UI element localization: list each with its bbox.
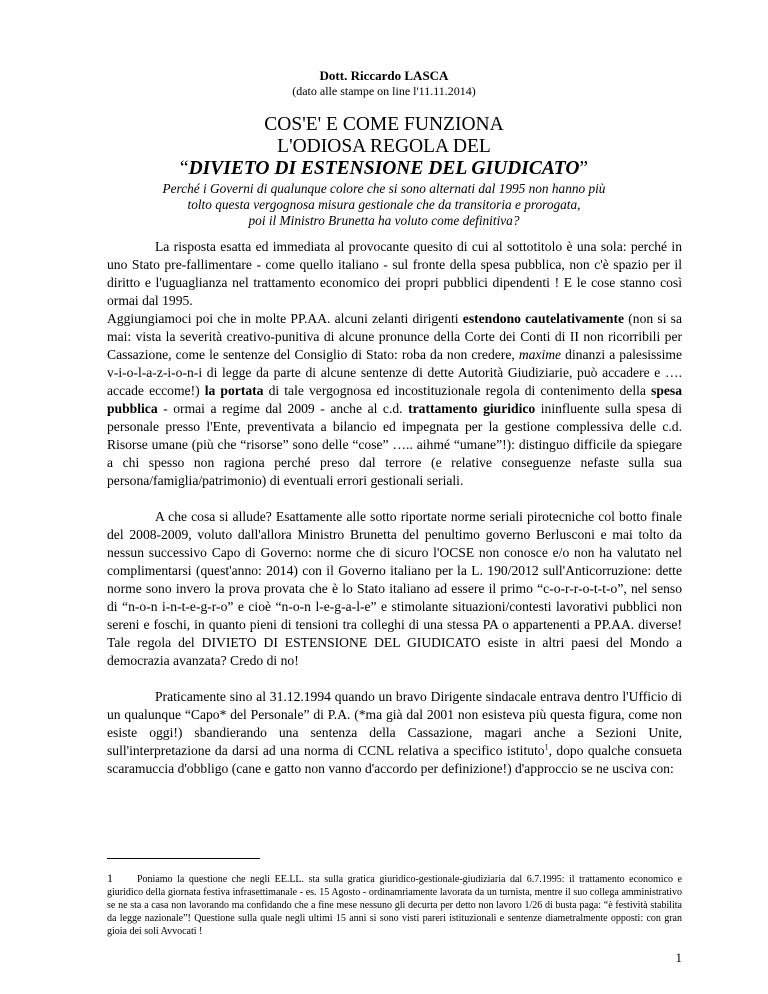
- paragraph-4: [107, 688, 682, 778]
- title-line-1: COS'E' E COME FUNZIONA: [264, 114, 504, 135]
- p2-text-c: (non si sa mai: vista la severità creativo-punitiva di alcune pronunce della Corte dei Conti di II non ricorribili per Cassazione, come le sentenze del Consiglio di Stato: roba da non credere,: [107, 311, 682, 362]
- document-title: [0, 114, 768, 180]
- footnote-text: Poniamo la questione che negli EE.LL. sta sulla gratica giuridico-gestionale-giudiziaria dal 6.7.1995: il trattamento economico e giuridico della giornata festiva infrasettimanale - es. 15 Agosto - ordinamriamente lavorata da un turnista, mentre il suo collega amministrativo se ne sta a casa non lavorando ma confidando che a fine mese nessuno gli decurta per detto non lavoro 1/26 di busta paga: “è festività stabilita da legge nazionale”! Questione sulla quale negli ultimi 15 anni si sono visti pareri istituzionali e sentenze diametralmente opposti: con gran gioia dei soli Avvocati !: [107, 874, 682, 937]
- p2-text-i: - ormai a regime dal 2009 - anche al c.d.: [157, 401, 409, 416]
- paragraph-1: La risposta esatta ed immediata al provocante quesito di cui al sottotitolo è una sola: perché in uno Stato pre-fallimentare - come quello italiano - sul fronte della spesa pubblica, non c'è spazio per il diritto e l'uguaglianza nel trattamento economico dei propri pubblici dipendenti ! E le cose stanno così ormai dal 1995.: [107, 239, 682, 308]
- p2-bold-spesa: spesa pubblica: [107, 383, 683, 416]
- footnote-number: 1: [107, 871, 113, 885]
- paragraph-3: A che cosa si allude? Esattamente alle sotto riportate norme seriali pirotecniche col botto finale del 2008-2009, voluto dall'allora Ministro Brunetta del penultimo governo Berlusconi e mai tolto da nessun successivo Capo di Governo: norme che di sicuro l'OCSE non conosce e/o non ha valutato nel complimentarsi (quest'anno: 2014) con il Governo italiano per la L. 190/2012 sull'Anticorruzione: dette norme sono invero la prova provata che è lo Stato italiano ad essere il primo “c-o-r-r-o-t-t-o”, nel senso di “n-o-n i-n-t-e-g-r-o” e cioè “n-o-n l-e-g-a-l-e” e stimolante situazioni/contesti lavorativi pubblici non sereni e foschi, in quanto pieni di tensioni tra colleghi di una stessa PA o appartenenti a PP.AA. diverse! Tale regola del DIVIETO DI ESTENSIONE DEL GIUDICATO esiste in altri paesi del Mondo a democrazia avanzata? Credo di no!: [107, 509, 682, 668]
- p2-text-g: di tale vergognosa ed incostituzionale regola di contenimento della: [263, 383, 652, 398]
- p4-text-b: , dopo qualche consueta scaramuccia d'obbligo (cane e gatto non vanno d'accordo per definizione!) d'approccio se ne usciva con:: [107, 743, 683, 776]
- title-line-2: L'ODIOSA REGOLA DEL: [277, 136, 491, 157]
- title-line-3: [0, 158, 768, 180]
- p2-italic-maxime: maxime: [518, 347, 562, 362]
- paragraph-2: [107, 310, 682, 490]
- subtitle-line-1: Perché i Governi di qualunque colore che si sono alternati dal 1995 non hanno più: [162, 181, 606, 196]
- subtitle-line-2: tolto questa vergognosa misura gestionale che da transitoria e prorogata,: [187, 197, 581, 212]
- subtitle-line-3: poi il Ministro Brunetta ha voluto come definitiva?: [248, 213, 520, 228]
- footnote-reference[interactable]: 1: [544, 742, 549, 752]
- p2-text-e: dinanzi a palesissime v-i-o-l-a-z-i-o-n-i di legge da parte di alcune sentenze di dette Autorità Giudiziarie, può accadere e …. accade eccome!): [107, 347, 682, 398]
- publication-date: (dato alle stampe on line l'11.11.2014): [292, 84, 476, 98]
- page-number: 1: [675, 950, 682, 965]
- p2-bold-portata: la portata: [204, 383, 264, 398]
- document-body: [107, 238, 682, 778]
- footnote: [107, 872, 682, 938]
- title-close-quote: ”: [579, 158, 589, 179]
- p2-bold-trattamento: trattamento giuridico: [408, 401, 536, 416]
- author-name: Dott. Riccardo LASCA: [319, 68, 449, 83]
- p2-text-a: Aggiungiamoci poi che in molte PP.AA. alcuni zelanti dirigenti: [107, 311, 463, 326]
- title-open-quote: “: [179, 158, 189, 179]
- title-emphasis: DIVIETO DI ESTENSIONE DEL GIUDICATO: [188, 158, 580, 179]
- footnote-separator: [107, 858, 260, 859]
- p2-text-k: ininfluente sulla spesa di personale presso l'Ente, preventivata a bilancio ed impegnata per la gestione complessiva delle c.d. Risorse umane (più che “risorse” sono delle “cose” ….. aihmé “umane”!): distinguo difficile da spiegare a chi spesso non ragiona perché preso dal terrore (e relative conseguenze nefaste sulla sua persona/famiglia/patrimonio) di eventuali errori gestionali seriali.: [107, 401, 682, 488]
- p4-text-a: Praticamente sino al 31.12.1994 quando un bravo Dirigente sindacale entrava dentro l'Ufficio di un qualunque “Capo* del Personale” di P.A. (*ma già dal 2001 non esisteva più questa figura, come non esiste oggi!) sbandierando una sentenza della Cassazione, magari anche a Sezioni Unite, sull'interpretazione da darsi ad una norma di CCNL relativa a specifico istituto: [107, 689, 682, 758]
- p2-bold-estendono: estendono cautelativamente: [462, 311, 625, 326]
- document-subtitle: [120, 181, 648, 229]
